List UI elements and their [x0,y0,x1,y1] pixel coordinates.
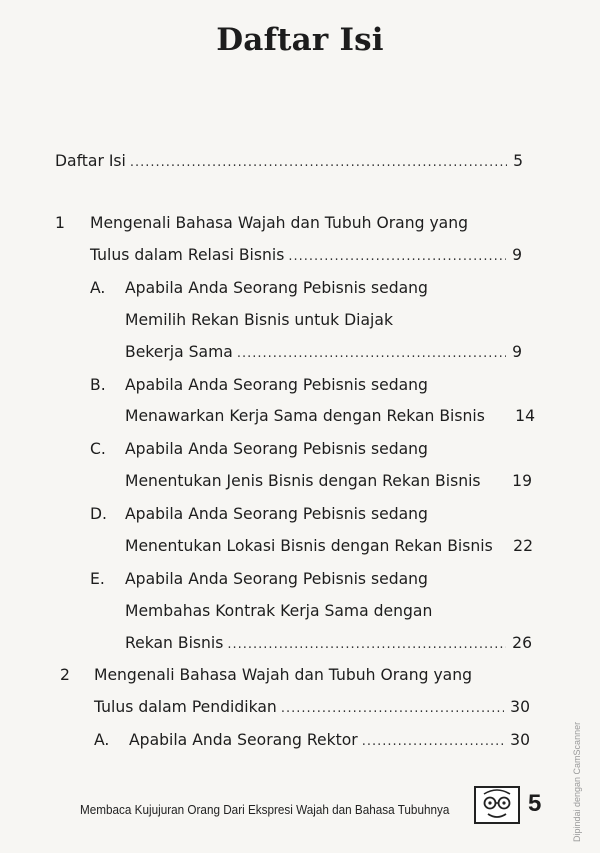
toc-entry-text: Daftar Isi [55,152,126,170]
toc-line [125,602,432,626]
footer-page-number: 5 [528,790,542,817]
toc-line [125,440,428,464]
toc-entry-text: Apabila Anda Seorang Rektor [129,731,358,749]
section-letter: B. [90,376,106,394]
section-letter: E. [90,570,105,588]
face-icon [474,786,520,824]
toc-entry-text: Bekerja Sama [125,343,233,361]
toc-entry-text: Menentukan Lokasi Bisnis dengan Rekan Bisnis [125,537,493,555]
toc-page-number: 9 [512,343,522,361]
leader-dots [237,346,506,361]
toc-entry-text: Apabila Anda Seorang Pebisnis sedang [125,505,428,523]
leader-dots [288,249,506,264]
toc-entry-text: Mengenali Bahasa Wajah dan Tubuh Orang yang [90,214,469,232]
toc-entry-daftar-isi [55,152,523,176]
section-letter: A. [94,731,110,749]
toc-entry-section-1e [125,634,532,658]
toc-entry-chapter-1 [90,246,522,270]
toc-entry-text: Apabila Anda Seorang Pebisnis sedang [125,279,428,297]
toc-entry-text: Apabila Anda Seorang Pebisnis sedang [125,570,428,588]
toc-page-number: 14 [515,407,535,425]
footer-book-title: Membaca Kujujuran Orang Dari Ekspresi Wajah dan Bahasa Tubuhnya [80,803,450,817]
toc-entry-text: Rekan Bisnis [125,634,224,652]
toc-page-number: 30 [510,698,530,716]
toc-entry-text: Menentukan Jenis Bisnis dengan Rekan Bisnis [125,472,481,490]
toc-entry-text: Membahas Kontrak Kerja Sama dengan [125,602,433,620]
toc-page-number: 22 [513,537,533,555]
chapter-number: 1 [55,214,65,232]
toc-entry-section-1c [125,472,532,496]
toc-entry-text: Memilih Rekan Bisnis untuk Diajak [125,311,393,329]
toc-entry-section-1d [125,537,533,561]
leader-dots [130,155,507,170]
toc-line [125,279,428,303]
toc-entry-chapter-2 [94,698,530,722]
toc-entry-text: Tulus dalam Pendidikan [94,698,277,716]
toc-page-number: 19 [512,472,532,490]
toc-line [125,570,428,594]
section-letter: D. [90,505,107,523]
toc-entry-text: Mengenali Bahasa Wajah dan Tubuh Orang yang [94,666,473,684]
scanner-watermark: Dipindai dengan CamScanner [572,721,582,842]
toc-entry-section-1a [125,343,522,367]
page-title: Daftar Isi [216,22,384,58]
toc-line [90,214,468,238]
toc-line [125,376,428,400]
toc-entry-text: Tulus dalam Relasi Bisnis [90,246,285,264]
toc-page-number: 5 [513,152,523,170]
chapter-number: 2 [60,666,70,684]
section-letter: A. [90,279,106,297]
toc-entry-text: Apabila Anda Seorang Pebisnis sedang [125,376,428,394]
toc-page-number: 30 [510,731,530,749]
toc-line [125,505,428,529]
toc-entry-section-1b [125,407,535,431]
toc-page-number: 26 [512,634,532,652]
face-icon-drawing [476,788,518,822]
toc-entry-text: Apabila Anda Seorang Pebisnis sedang [125,440,428,458]
leader-dots [362,734,504,749]
toc-entry-text: Menawarkan Kerja Sama dengan Rekan Bisnis [125,407,485,425]
toc-entry-section-2a [129,731,530,755]
section-letter: C. [90,440,106,458]
leader-dots [281,701,504,716]
toc-line [94,666,472,690]
toc-line [125,311,393,335]
toc-page-number: 9 [512,246,522,264]
leader-dots [227,637,506,652]
